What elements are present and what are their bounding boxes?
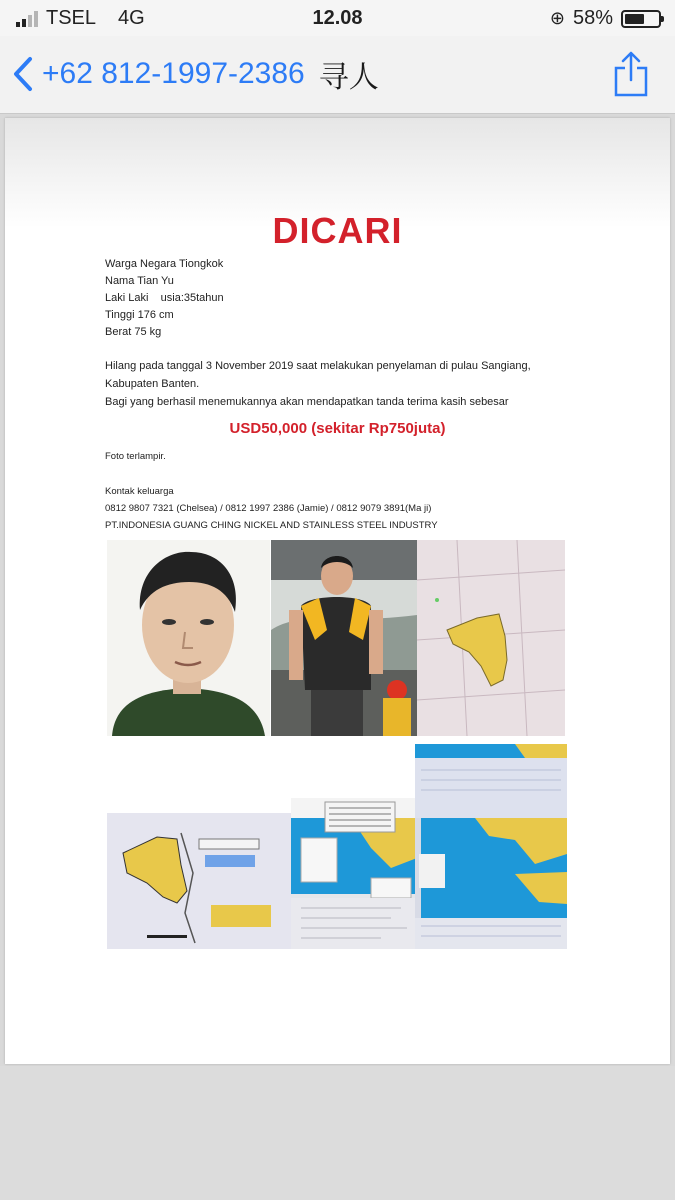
portrait-photo — [107, 540, 270, 736]
status-bar — [0, 0, 675, 36]
back-button[interactable] — [12, 52, 379, 96]
poster-heading: DICARI — [272, 210, 403, 251]
share-icon[interactable] — [613, 50, 649, 98]
map-photo — [107, 813, 291, 949]
detail-line: Berat 75 kg — [105, 326, 162, 338]
battery-icon — [621, 10, 661, 28]
clock: 12.08 — [312, 7, 363, 29]
chevron-left-icon — [12, 56, 34, 92]
map-photo — [291, 798, 417, 949]
map-photo — [417, 540, 565, 736]
reward-amount: USD50,000 (sekitar Rp750juta) — [229, 420, 446, 437]
battery-percent: 58% — [572, 7, 613, 29]
navigation-bar — [0, 36, 675, 114]
detail-line: Tinggi 176 cm — [105, 309, 174, 321]
status-right — [550, 7, 661, 30]
chat-title: +62 812-1997-2386 — [42, 57, 305, 90]
description-line: Kabupaten Banten. — [105, 378, 200, 390]
company-name: PT.INDONESIA GUANG CHING NICKEL AND STAINLESS STEEL INDUSTRY — [105, 520, 438, 531]
description-line: Bagi yang berhasil menemukannya akan mendapatkan tanda terima kasih sebesar — [105, 396, 509, 408]
boat-photo — [271, 540, 417, 736]
description-line: Hilang pada tanggal 3 November 2019 saat melakukan penyelaman di pulau Sangiang, — [105, 360, 531, 372]
page-background — [0, 1066, 675, 1200]
chat-tag: 寻人 — [318, 61, 379, 94]
rotation-lock-icon: ⊕ — [549, 8, 565, 28]
contact-heading: Kontak keluarga — [105, 486, 174, 497]
carrier-label: TSEL — [46, 7, 97, 29]
detail-line: Laki Laki usia:35tahun — [105, 292, 224, 304]
poster-document — [5, 118, 670, 1064]
detail-line: Warga Negara Tiongkok — [105, 258, 224, 270]
network-label: 4G — [118, 7, 145, 29]
attachment-note: Foto terlampir. — [105, 451, 166, 462]
detail-line: Nama Tian Yu — [105, 275, 174, 287]
map-photo — [415, 744, 567, 949]
contact-numbers: 0812 9807 7321 (Chelsea) / 0812 1997 2386 (Jamie) / 0812 9079 3891(Ma ji) — [105, 503, 432, 514]
